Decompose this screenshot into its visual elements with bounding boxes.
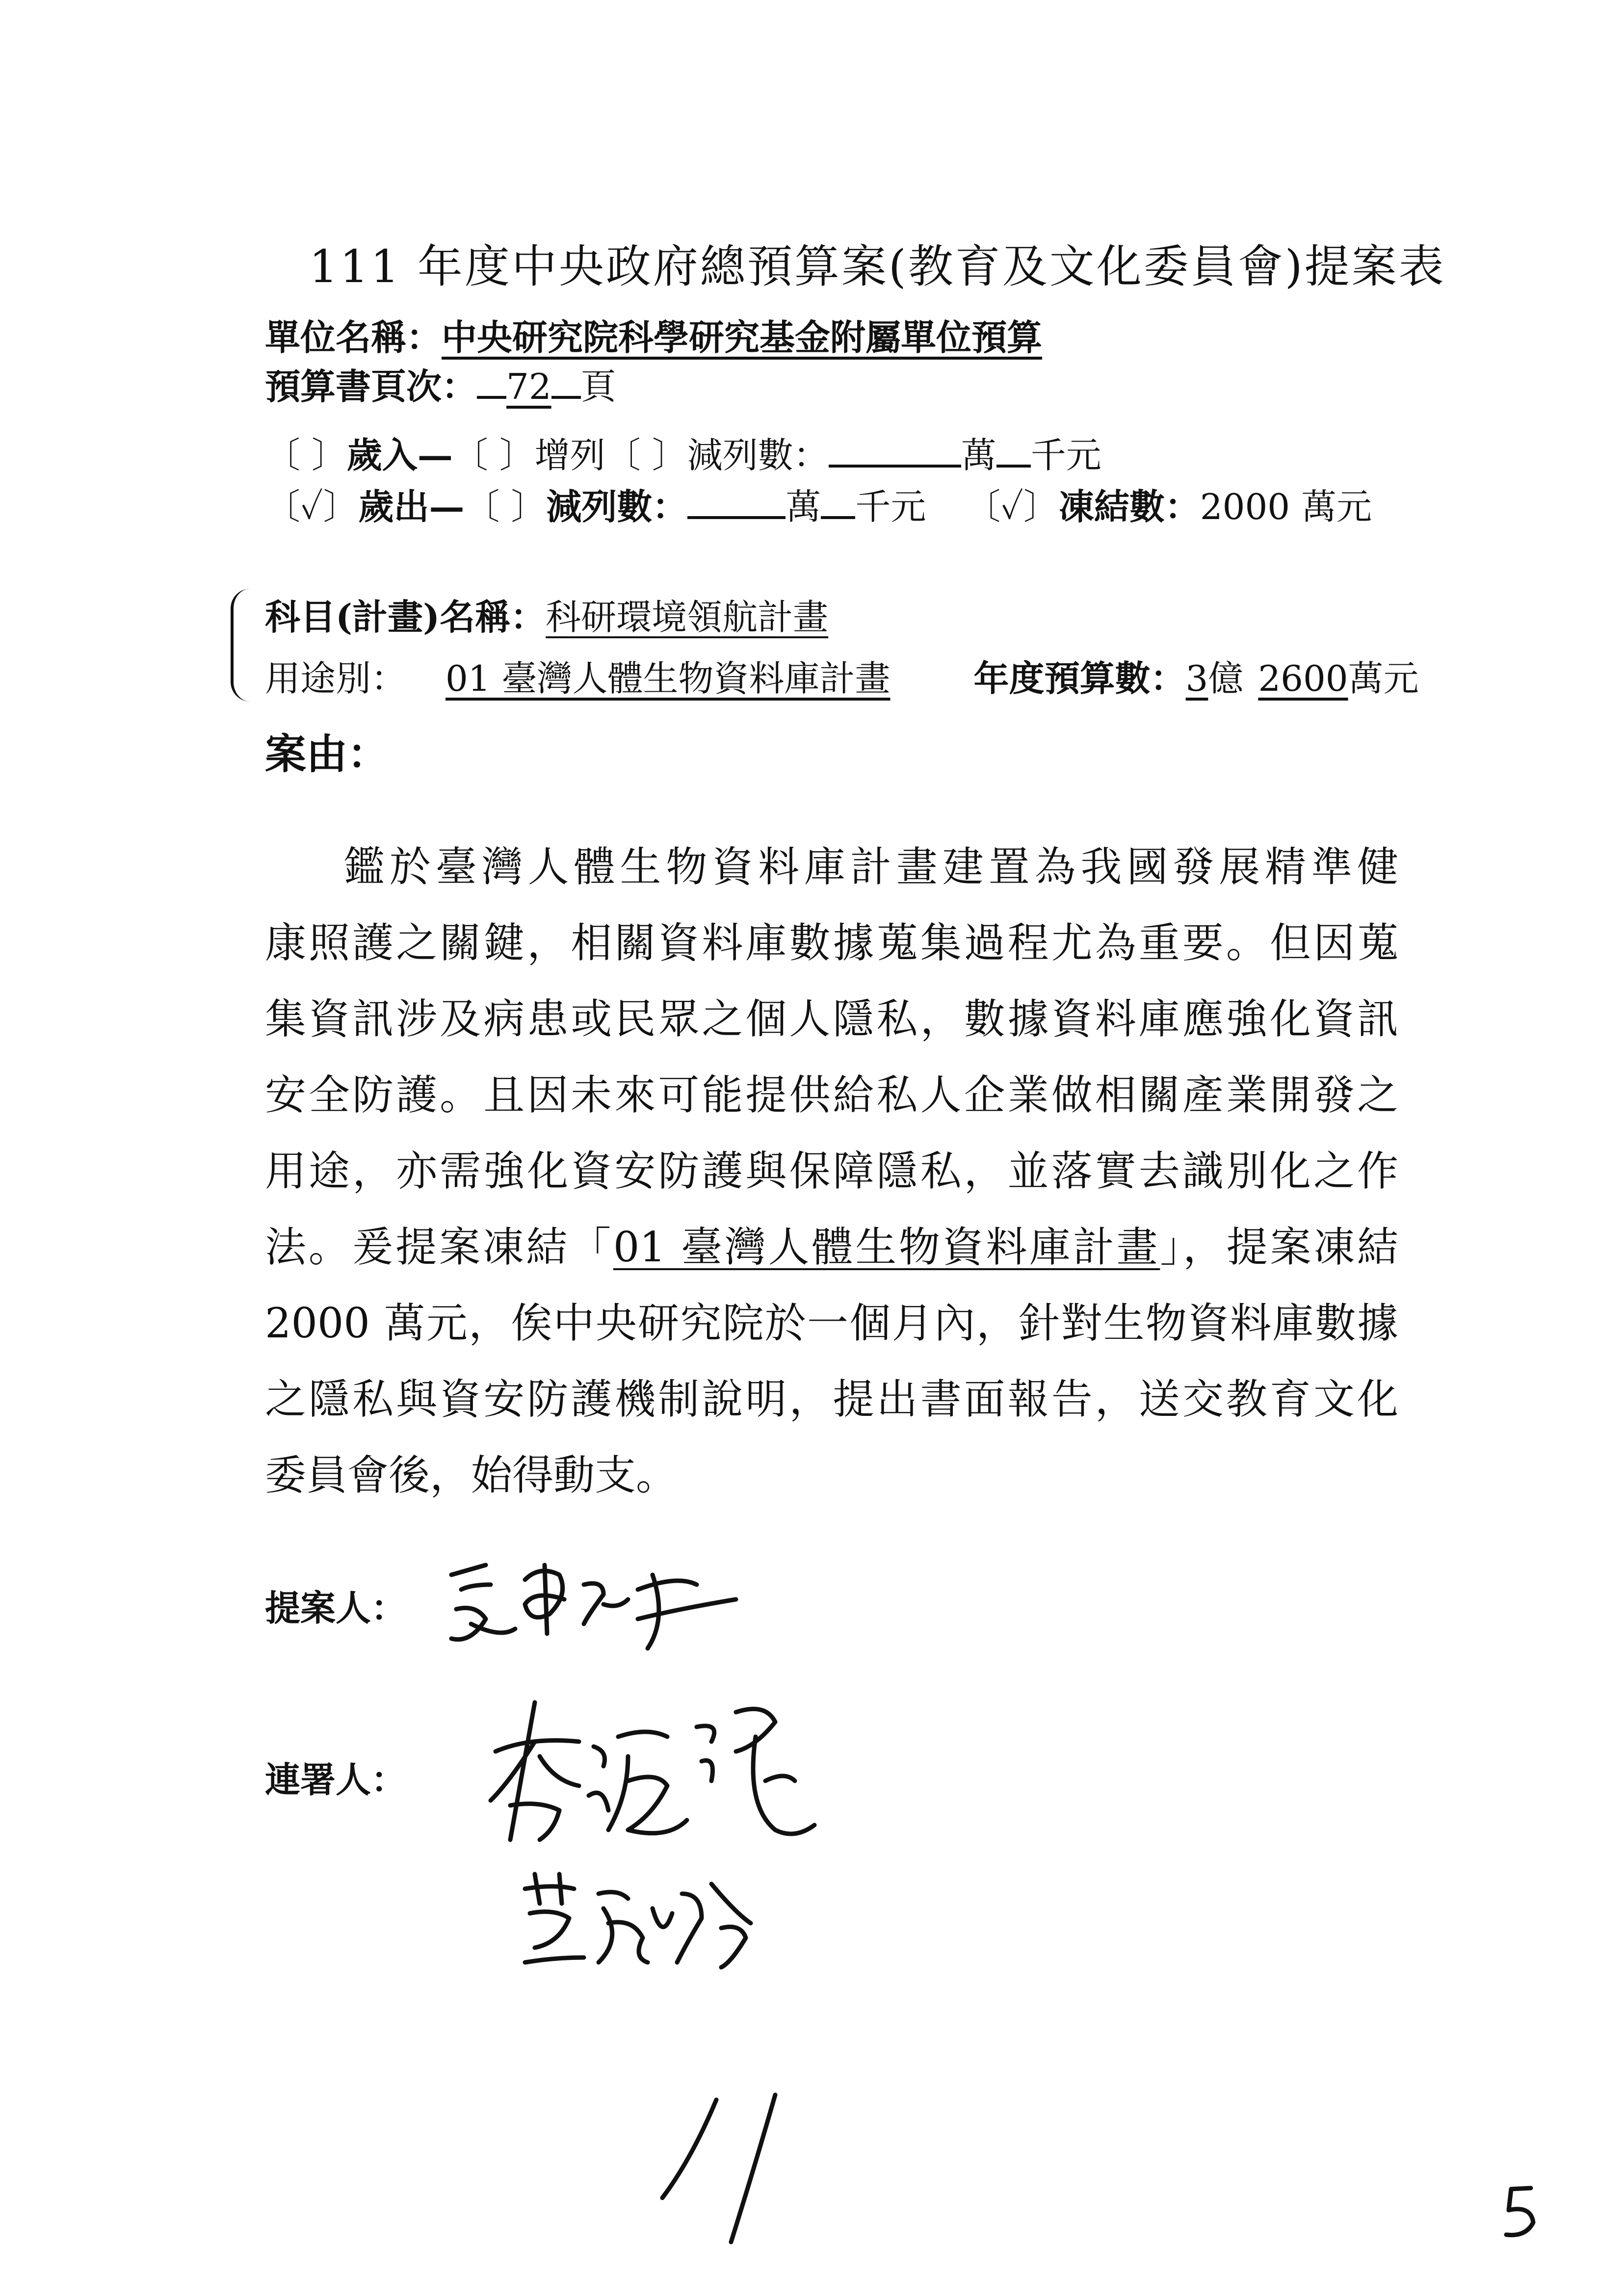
text: 法。爰提案凍結「 [265,1223,613,1271]
usage-value: 01 臺灣人體生物資料庫計畫 [445,658,891,699]
unit-value: 中央研究院科學研究基金附屬單位預算 [442,316,1043,358]
page-mark-5 [1496,2183,1545,2242]
decrease-label: 減列數： [687,435,829,476]
reason-line: 鑑於臺灣人體生物資料庫計畫建置為我國發展精準健 [343,843,1398,891]
underlined-text: 01 臺灣人體生物資料庫計畫 [613,1223,1160,1271]
wan-unit: 萬 [786,486,821,527]
reason-line: 用途，亦需強化資安防護與保障隱私，並落實去識別化之作 [265,1147,1398,1195]
qian-unit: 千元 [1030,435,1101,476]
form-title: 111 年度中央政府總預算案(教育及文化委員會)提案表 [309,240,1446,293]
decrease-checkbox: 〔 〕 [464,486,547,527]
expense-label: 歲出— [358,486,465,527]
blank [477,366,506,399]
page-ref-value: 72 [506,366,551,407]
unit-row [265,309,1042,360]
cosigner-label: 連署人： [265,1759,407,1800]
proposer-signature [442,1545,760,1658]
bracket [231,589,253,702]
blank [551,366,581,399]
subject-value: 科研環境領航計畫 [546,597,829,638]
expense-row [265,478,1372,529]
freeze-value: 2000 萬元 [1200,486,1372,527]
blank [829,435,961,468]
reason-line: 2000 萬元，俟中央研究院於一個月內，針對生物資料庫數據 [265,1299,1398,1347]
text: 」，提案凍結 [1160,1223,1398,1271]
wan-unit: 萬元 [1348,658,1419,699]
reason-line [265,1214,1398,1274]
increase-label: 增列 [534,435,605,476]
yi-unit: 億 [1208,658,1244,699]
reason-label: 案由： [265,730,389,778]
cosigner-signature-1 [481,1683,824,1869]
reason-line: 集資訊涉及病患或民眾之個人隱私，數據資料庫應強化資訊 [265,995,1398,1043]
reason-line: 安全防護。且因未來可能提供給私人企業做相關產業開發之 [265,1071,1398,1119]
page-mark-11 [657,2090,814,2252]
decrease-label: 減列數： [546,486,688,527]
budget-yi: 3 [1185,658,1208,699]
decrease-checkbox: 〔 〕 [605,435,687,476]
reason-line: 康照護之關鍵，相關資料庫數據蒐集過程尤為重要。但因蒐 [265,919,1398,967]
subject-label: 科目(計畫)名稱： [265,596,546,638]
budget-label: 年度預算數： [973,657,1186,699]
subject-row [265,589,828,640]
usage-label: 用途別： [265,658,407,699]
revenue-label: 歲入— [346,434,453,476]
blank [687,487,786,519]
blank [821,487,855,519]
increase-checkbox: 〔 〕 [452,435,535,476]
proposer-label: 提案人： [265,1587,407,1629]
revenue-checkbox: 〔 〕 [265,435,347,476]
usage-row [265,650,1419,701]
budget-wan: 2600 [1258,658,1348,699]
qian-unit: 千元 [855,486,926,527]
expense-checkbox: 〔✓〕 [265,486,359,527]
page-ref-label: 預算書頁次： [265,365,477,407]
blank [996,435,1031,468]
revenue-row [265,427,1101,478]
page-ref-row [265,358,616,409]
unit-label: 單位名稱： [265,316,442,358]
reason-line: 委員會後，始得動支。 [265,1451,678,1499]
page-ref-suffix: 頁 [580,366,616,407]
freeze-checkbox: 〔✓〕 [965,486,1059,527]
reason-line: 之隱私與資安防護機制說明，提出書面報告，送交教育文化 [265,1375,1398,1423]
cosigner-signature-2 [515,1864,810,1972]
freeze-label: 凍結數： [1058,486,1200,527]
wan-unit: 萬 [961,435,996,476]
